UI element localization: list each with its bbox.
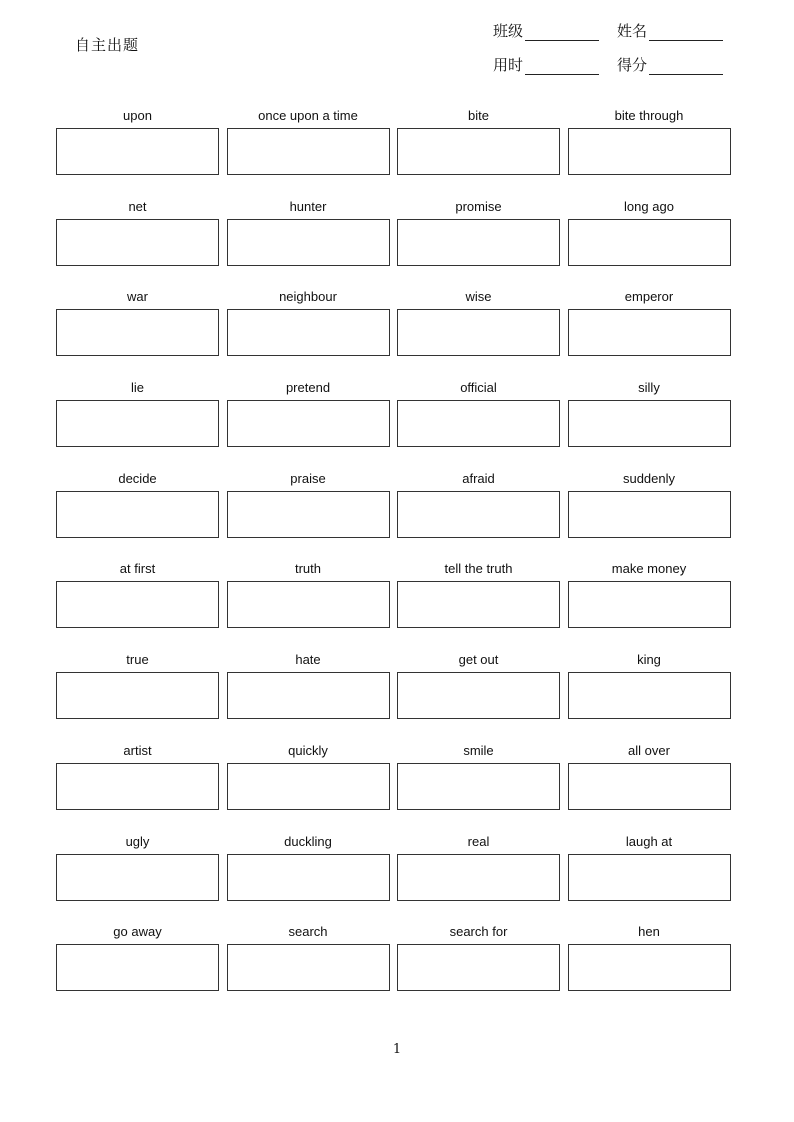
answer-box[interactable] [397,309,560,356]
vocab-word: wise [465,289,492,305]
vocab-item [227,380,390,471]
vocab-item [397,380,560,471]
vocab-word: laugh at [625,833,673,849]
vocab-item [397,199,560,290]
answer-box[interactable] [227,219,390,266]
vocab-item [227,561,390,652]
vocab-word: hunter [289,198,327,214]
time-blank[interactable] [525,58,599,75]
vocab-item [397,108,560,199]
vocab-word: bite through [614,108,684,123]
class-field [493,20,599,41]
vocab-item [397,561,560,652]
answer-box[interactable] [56,763,219,810]
time-field [493,54,599,75]
vocab-item [56,743,219,834]
vocab-word: artist [123,742,152,758]
score-label: 得分 [617,56,648,74]
vocab-word: search for [449,924,508,940]
vocab-word: hen [638,924,660,940]
vocab-item [568,652,731,743]
vocab-item [397,652,560,743]
answer-box[interactable] [56,672,219,719]
answer-box[interactable] [568,400,731,447]
vocab-item [56,199,219,290]
name-blank[interactable] [649,24,723,41]
answer-box[interactable] [397,491,560,538]
vocab-word: quickly [288,742,328,758]
vocab-word: lie [130,380,144,396]
vocab-word: go away [113,924,162,940]
answer-box[interactable] [397,672,560,719]
page-number: 1 [392,1042,402,1057]
vocab-word: at first [119,561,156,577]
info-row-bottom [493,54,723,75]
vocab-item [56,380,219,471]
class-label: 班级 [493,22,524,40]
vocab-word: all over [628,742,670,758]
vocab-item [568,108,731,199]
answer-box[interactable] [568,309,731,356]
vocab-word: search [288,924,328,940]
vocab-word: decide [118,470,157,486]
vocab-item [397,924,560,1015]
vocab-item [568,743,731,834]
vocab-item [227,289,390,380]
vocab-word: pretend [285,380,331,396]
vocab-word: promise [455,198,502,214]
vocab-word: upon [123,108,152,123]
vocab-word: net [128,198,147,214]
vocab-item [568,289,731,380]
vocabulary-grid [56,108,730,1015]
answer-box[interactable] [56,581,219,628]
vocab-item [227,743,390,834]
answer-box[interactable] [56,309,219,356]
answer-box[interactable] [56,219,219,266]
answer-box[interactable] [56,128,219,175]
vocab-item [56,471,219,562]
answer-box[interactable] [227,854,390,901]
answer-box[interactable] [56,400,219,447]
vocab-word: emperor [624,289,674,305]
answer-box[interactable] [227,491,390,538]
vocab-word: get out [458,652,499,668]
vocab-word: truth [294,561,321,577]
vocab-item [397,471,560,562]
vocab-item [56,652,219,743]
vocab-word: tell the truth [444,561,513,577]
vocab-word: long ago [624,198,674,214]
answer-box[interactable] [227,944,390,991]
vocab-item [227,199,390,290]
score-field [617,54,723,75]
vocab-item [56,561,219,652]
vocab-word: bite [468,108,489,123]
answer-box[interactable] [56,491,219,538]
vocab-word: praise [290,470,326,486]
info-row-top [493,20,723,41]
vocab-word: king [637,652,661,668]
vocab-word: neighbour [279,289,337,305]
vocab-item [397,289,560,380]
vocab-item [568,471,731,562]
vocab-word: suddenly [622,470,676,486]
answer-box[interactable] [568,219,731,266]
vocab-item [56,924,219,1015]
vocab-word: afraid [462,470,495,486]
vocab-word: ugly [125,833,150,849]
vocab-item [568,561,731,652]
answer-box[interactable] [227,309,390,356]
vocab-item [568,924,731,1015]
vocab-item [397,834,560,925]
answer-box[interactable] [568,763,731,810]
answer-box[interactable] [568,672,731,719]
vocab-word: true [126,652,149,668]
name-field [617,20,723,41]
vocab-item [227,108,390,199]
vocab-word: hate [295,652,321,668]
vocab-item [227,924,390,1015]
vocab-item [227,652,390,743]
answer-box[interactable] [568,854,731,901]
vocab-item [397,743,560,834]
answer-box[interactable] [227,400,390,447]
vocab-word: official [460,380,497,396]
answer-box[interactable] [397,128,560,175]
vocab-item [56,108,219,199]
vocab-word: war [127,289,148,305]
vocab-item [227,471,390,562]
vocab-item [568,199,731,290]
answer-box[interactable] [227,672,390,719]
vocab-word: once upon a time [258,108,358,123]
answer-box[interactable] [568,128,731,175]
answer-box[interactable] [397,763,560,810]
vocab-item [56,834,219,925]
vocab-item [227,834,390,925]
answer-box[interactable] [397,581,560,628]
vocab-item [568,380,731,471]
vocab-item [56,289,219,380]
vocab-word: make money [611,561,687,577]
name-label: 姓名 [617,22,648,40]
answer-box[interactable] [397,854,560,901]
answer-box[interactable] [397,944,560,991]
answer-box[interactable] [568,491,731,538]
answer-box[interactable] [56,854,219,901]
class-blank[interactable] [525,24,599,41]
vocab-word: real [467,833,490,849]
answer-box[interactable] [397,219,560,266]
answer-box[interactable] [227,581,390,628]
answer-box[interactable] [568,581,731,628]
answer-box[interactable] [56,944,219,991]
answer-box[interactable] [568,944,731,991]
page-title: 自主出题 [75,36,140,54]
answer-box[interactable] [397,400,560,447]
time-label: 用时 [493,56,524,74]
answer-box[interactable] [227,763,390,810]
vocab-item [568,834,731,925]
vocab-word: duckling [284,833,332,849]
score-blank[interactable] [649,58,723,75]
answer-box[interactable] [227,128,390,175]
vocab-word: silly [638,380,660,396]
vocab-word: smile [463,742,494,758]
